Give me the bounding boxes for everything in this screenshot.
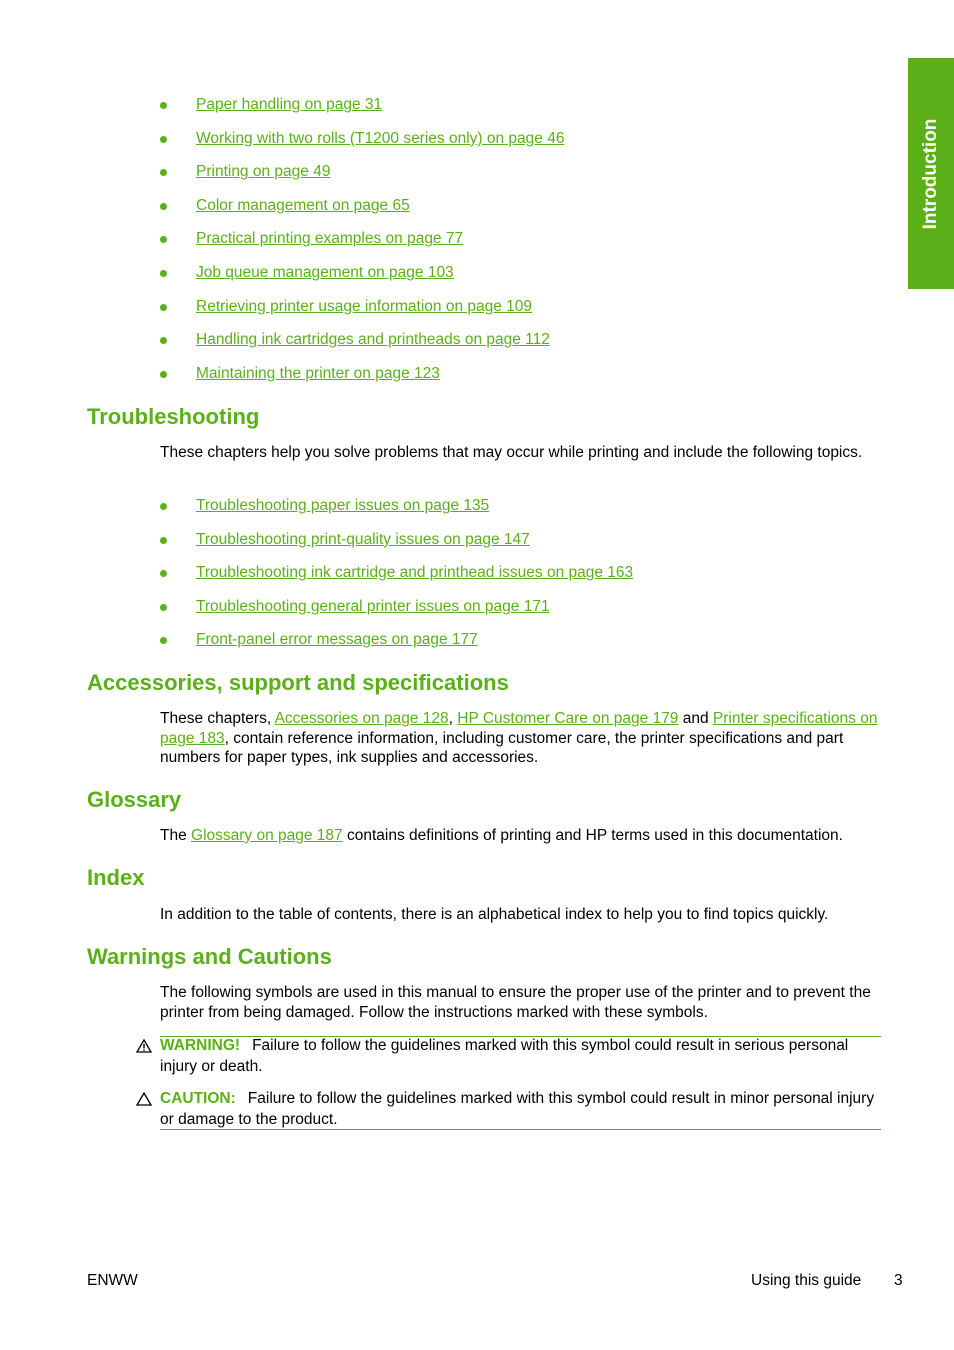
troubleshooting-intro: These chapters help you solve problems that may occur while printing and include the following topics. <box>160 444 863 461</box>
bullet-icon <box>160 236 167 243</box>
link-color-management[interactable]: Color management on page 65 <box>196 196 410 214</box>
link-glossary[interactable]: Glossary on page 187 <box>191 827 343 844</box>
bullet-icon <box>160 102 167 109</box>
glossary-text-2: contains definitions of printing and HP terms used in this documentation. <box>342 827 843 844</box>
footer-left: ENWW <box>87 1272 138 1289</box>
caution-text: Failure to follow the guidelines marked with this symbol could result in minor personal injury or damage to the product. <box>160 1090 875 1128</box>
link-two-rolls[interactable]: Working with two rolls (T1200 series only) on page 46 <box>196 129 565 147</box>
link-ts-print-quality[interactable]: Troubleshooting print-quality issues on page 147 <box>196 530 530 548</box>
bullet-icon <box>160 604 167 611</box>
accessories-paragraph <box>160 709 880 768</box>
link-ts-paper[interactable]: Troubleshooting paper issues on page 135 <box>196 497 490 514</box>
bullet-icon <box>160 270 167 277</box>
chapter-side-tab <box>908 58 954 289</box>
chapter-tab-label: Introduction <box>920 118 941 229</box>
accessories-text-4: , contain reference information, including customer care, the printer specifications and part numbers for paper types, ink supplies and accessories. <box>160 729 844 766</box>
bullet-icon <box>160 169 167 176</box>
glossary-heading: Glossary <box>87 787 182 812</box>
bullet-icon <box>160 203 167 210</box>
link-accessories[interactable]: Accessories on page 128 <box>274 710 449 727</box>
note-divider-bottom <box>160 1129 881 1130</box>
accessories-text-1: These chapters, <box>160 710 275 727</box>
link-ts-general[interactable]: Troubleshooting general printer issues on page 171 <box>196 597 550 615</box>
bullet-icon <box>160 503 167 510</box>
link-printer-specifications[interactable]: Printer specifications on page 183 <box>160 710 878 747</box>
warnings-heading: Warnings and Cautions <box>87 944 332 969</box>
warning-triangle-icon <box>136 1039 152 1053</box>
warning-note <box>160 1036 881 1077</box>
warning-text: Failure to follow the guidelines marked with this symbol could result in serious personal injury or death. <box>160 1037 849 1075</box>
index-paragraph: In addition to the table of contents, there is an alphabetical index to help you to find topics quickly. <box>160 906 829 923</box>
link-ts-ink[interactable]: Troubleshooting ink cartridge and printhead issues on page 163 <box>196 564 634 582</box>
bullet-icon <box>160 537 167 544</box>
bullet-icon <box>160 337 167 344</box>
footer-section: Using this guide <box>751 1272 862 1289</box>
footer-page-number: 3 <box>894 1272 903 1289</box>
bullet-icon <box>160 570 167 577</box>
glossary-text-1: The <box>160 827 192 844</box>
link-printing[interactable]: Printing on page 49 <box>196 163 331 181</box>
warning-label: WARNING! <box>160 1037 241 1054</box>
bullet-icon <box>160 136 167 143</box>
index-heading: Index <box>87 865 145 890</box>
caution-note <box>160 1089 881 1130</box>
bullet-icon <box>160 304 167 311</box>
warnings-intro: The following symbols are used in this manual to ensure the proper use of the printer and to prevent the printer from being damaged. Follow the instructions marked with these symbols. <box>160 984 871 1021</box>
accessories-text-3: and <box>678 710 713 727</box>
link-customer-care[interactable]: HP Customer Care on page 179 <box>457 710 679 727</box>
bullet-icon <box>160 371 167 378</box>
bullet-icon <box>160 637 167 644</box>
accessories-text-2: , <box>448 710 458 727</box>
link-paper-handling[interactable]: Paper handling on page 31 <box>196 96 383 113</box>
link-job-queue[interactable]: Job queue management on page 103 <box>196 263 454 281</box>
link-practical-examples[interactable]: Practical printing examples on page 77 <box>196 230 464 248</box>
troubleshooting-heading: Troubleshooting <box>87 404 260 429</box>
glossary-paragraph <box>160 826 880 846</box>
caution-triangle-icon <box>136 1092 152 1106</box>
link-front-panel-errors[interactable]: Front-panel error messages on page 177 <box>196 631 478 649</box>
link-ink-cartridges[interactable]: Handling ink cartridges and printheads on page 112 <box>196 331 550 349</box>
link-usage-info[interactable]: Retrieving printer usage information on page 109 <box>196 297 533 315</box>
caution-label: CAUTION: <box>160 1090 236 1107</box>
accessories-heading: Accessories, support and specifications <box>87 670 509 695</box>
link-maintaining[interactable]: Maintaining the printer on page 123 <box>196 364 440 382</box>
